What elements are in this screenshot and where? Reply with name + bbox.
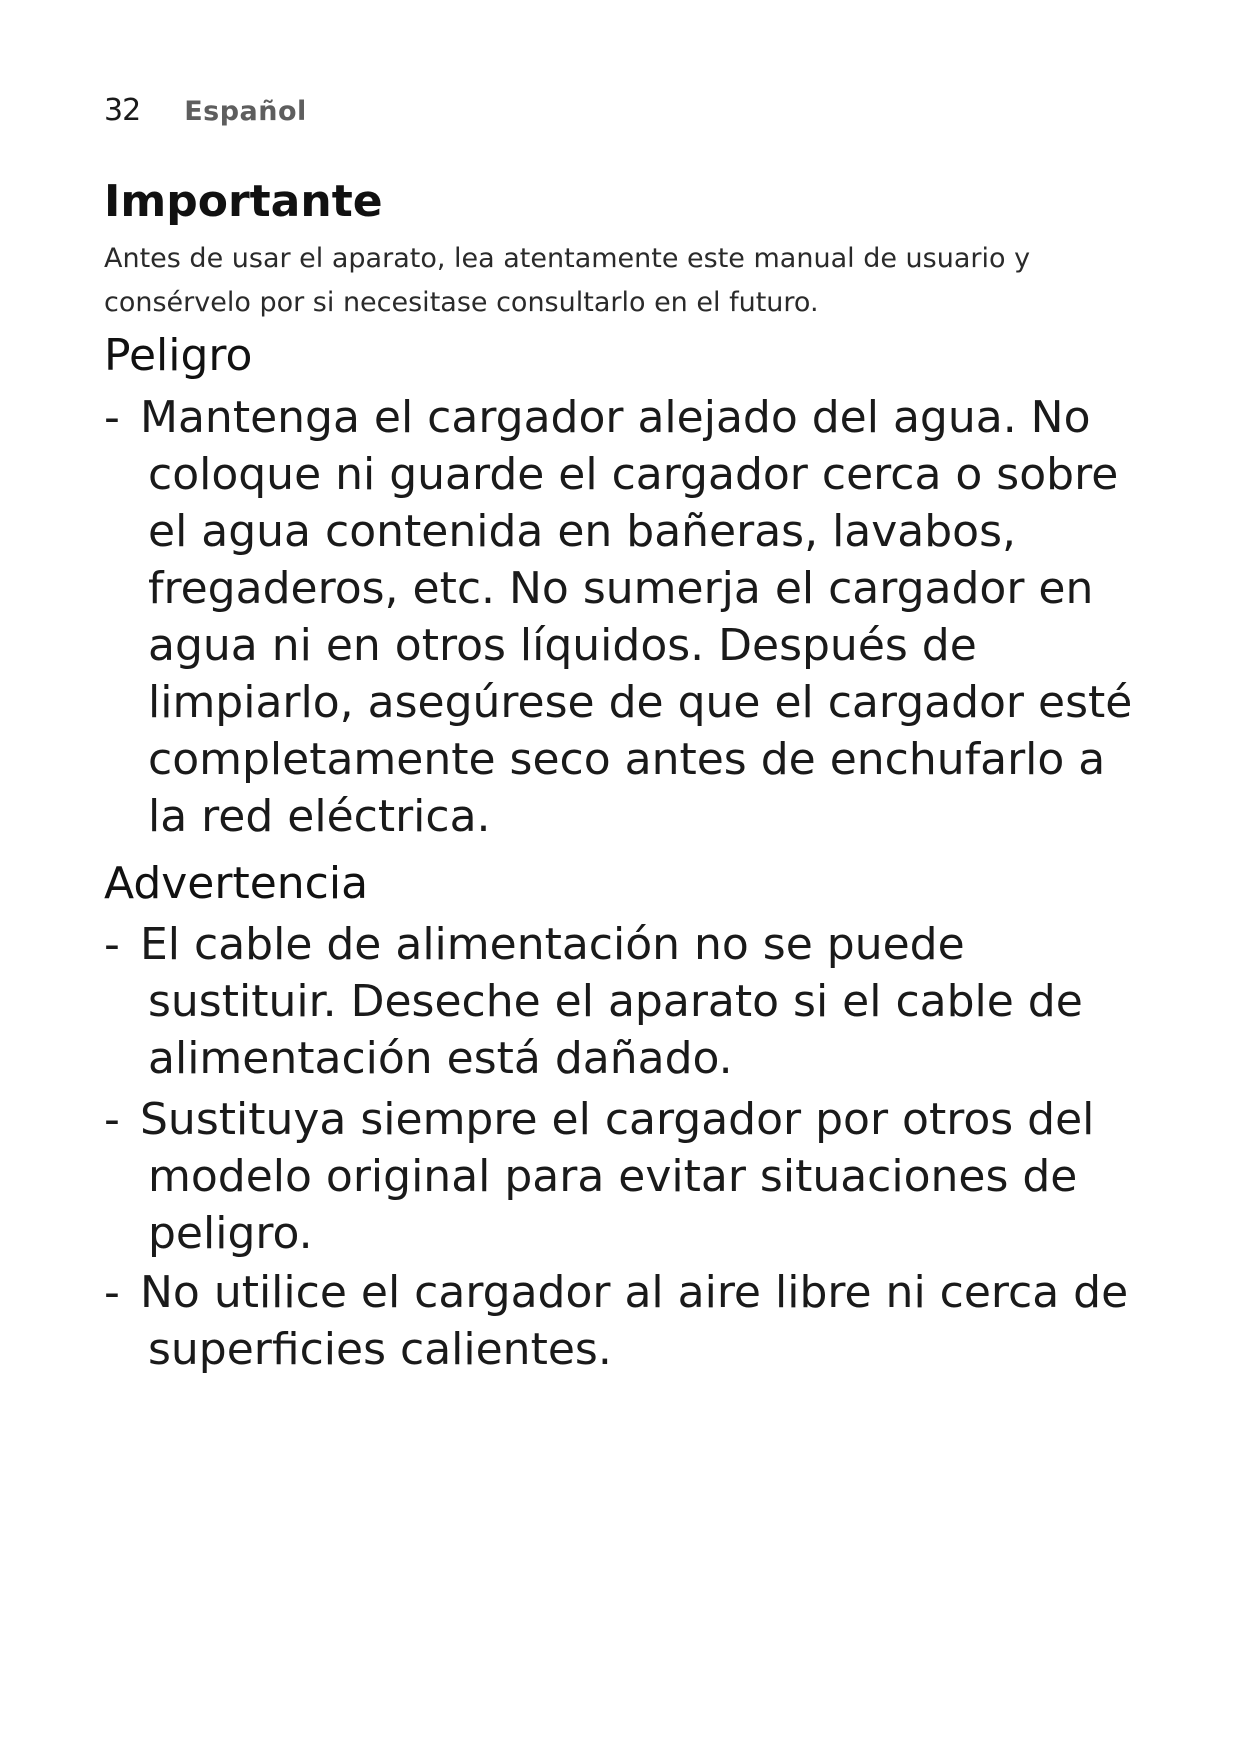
item-line: la red eléctrica. [148,791,491,842]
item-line-text: Mantenga el cargador alejado del agua. No [140,392,1091,443]
item-line: el agua contenida en bañeras, lavabos, [148,506,1017,557]
warning-item [104,1091,1164,1262]
bullet-dash: - [104,1267,120,1318]
item-line: agua ni en otros líquidos. Después de [148,620,977,671]
item-line: alimentación está dañado. [148,1033,733,1084]
bullet-dash: - [104,919,120,970]
warning-item [104,1264,1164,1378]
running-header [104,93,307,128]
intro-paragraph [104,237,1114,325]
item-line: peligro. [148,1208,313,1259]
intro-line: consérvelo por si necesitase consultarlo en el futuro. [104,287,819,318]
warning-item [104,916,1164,1087]
item-line [104,1264,1164,1321]
item-line: fregaderos, etc. No sumerja el cargador en [148,563,1094,614]
language-label: Español [184,96,307,127]
page-number: 32 [104,93,141,128]
item-line: modelo original para evitar situaciones de [148,1151,1078,1202]
item-line [104,916,1164,973]
item-line: limpiarlo, asegúrese de que el cargador esté [148,677,1133,728]
bullet-dash: - [104,392,120,443]
intro-line: Antes de usar el aparato, lea atentamente este manual de usuario y [104,243,1031,274]
item-line [104,389,1164,446]
item-line [104,1091,1164,1148]
bullet-dash: - [104,1094,120,1145]
heading-peligro: Peligro [104,330,253,381]
item-line: coloque ni guarde el cargador cerca o sobre [148,449,1119,500]
danger-item [104,389,1164,845]
item-line-text: No utilice el cargador al aire libre ni cerca de [140,1267,1129,1318]
item-line-text: El cable de alimentación no se puede [140,919,965,970]
heading-importante: Importante [104,176,383,227]
item-line: sustituir. Deseche el aparato si el cable de [148,976,1083,1027]
item-line-text: Sustituya siempre el cargador por otros del [140,1094,1095,1145]
item-line: superficies calientes. [148,1324,612,1375]
item-line: completamente seco antes de enchufarlo a [148,734,1106,785]
heading-advertencia: Advertencia [104,858,369,909]
